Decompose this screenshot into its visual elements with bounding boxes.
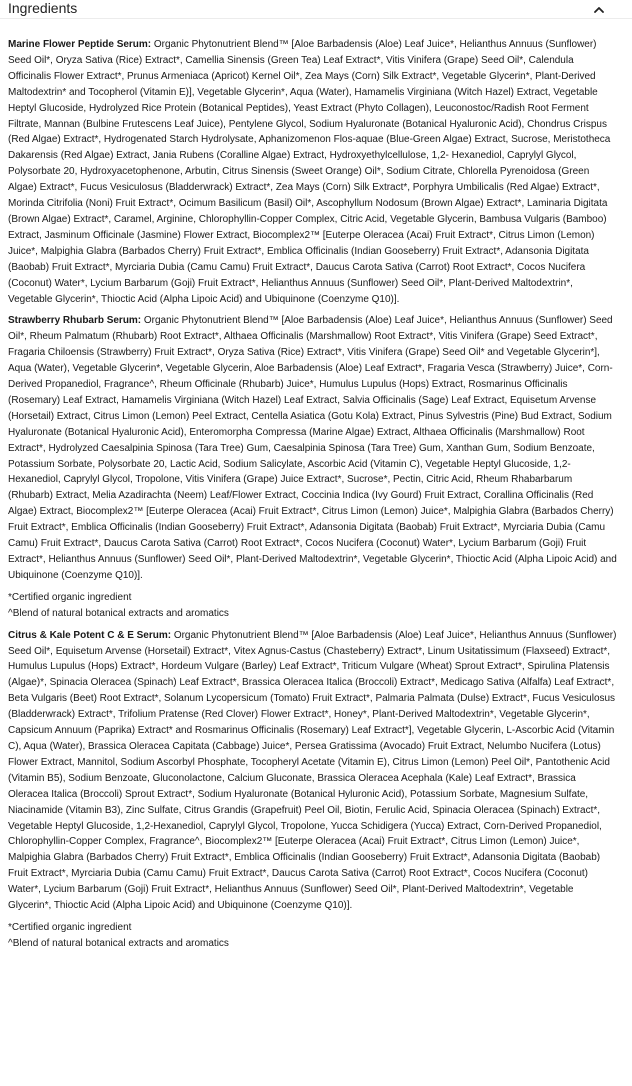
footnote-organic: *Certified organic ingredient (8, 591, 132, 603)
ingredient-section-marine-flower (8, 37, 618, 307)
ingredients-content (0, 19, 632, 952)
footnote-blend: ^Blend of natural botanical extracts and aromatics (8, 937, 229, 949)
footnotes (8, 920, 618, 952)
footnote-organic: *Certified organic ingredient (8, 921, 132, 933)
ingredient-section-strawberry-rhubarb (8, 313, 618, 583)
ingredients-accordion-header[interactable] (0, 0, 632, 19)
product-name: Marine Flower Peptide Serum: (8, 39, 152, 50)
ingredients-title: Ingredients (8, 0, 78, 16)
footnotes (8, 590, 618, 622)
chevron-up-icon[interactable] (592, 2, 606, 16)
product-name: Strawberry Rhubarb Serum: (8, 315, 142, 327)
ingredient-list: Organic Phytonutrient Blend™ [Aloe Barbadensis (Aloe) Leaf Juice*, Helianthus Annuus (Sunflower) Seed Oil*, Equisetum Arvense (Horsetail) Extract*, Vitex Agnus-Castus (Chasteberry) Extract*, Linum Usitatissimum (Flaxseed) Extract*, Humulus Lupulus (Hops) Extract*, Hordeum Vulgare (Barley) Leaf Extract*, Triticum Vulgare (Wheat) Sprout Extract*, Spirulina Platensis (Algae)*, Spinacia Oleracea (Spinach) Leaf Extract*, Brassica Oleracea Italica (Broccoli) Extract*, Medicago Sativa (Alfalfa) Leaf Extract*, Beta Vulgaris (Beet) Root Extract*, Solanum Lycopersicum (Tomato) Fruit Extract*, Palmaria Palmata (Dulse) Extract*, Fucus Vesiculosus (Bladderwrack) Extract*, Trifolium Pratense (Red Clover) Flower Extract*, Honey*, Plant-Derived Maltodextrin*, Vegetable Glycerin*, Capsicum Annuum (Paprika) Extract* and Rosmarinus Officinalis (Rosemary) Leaf Extract*], Vegetable Glycerin, L-Ascorbic Acid (Vitamin C), Aqua (Water), Brassica Oleracea Capitata (Cabbage) Juice*, Persea Gratissima (Avocado) Fruit Extract, Nelumbo Nucifera (Lotus) Flower Extract, Mannitol, Sodium Ascorbyl Phosphate, Tocopheryl Acetate (Vitamin E), Citrus Limon (Lemon) Peel Oil*, Pantothenic Acid (Vitamin B5), Sodium Benzoate, Gluconolactone, Calcium Gluconate, Brassica Oleracea Acephala (Kale) Leaf Extract*, Brassica Oleracea Italica (Broccoli) Sprout Extract*, Sodium Hyaluronate (Botanical Hyluronic Acid), Potassium Sorbate, Magnesium Sulfate, Niacinamide (Vitamin B3), Zinc Sulfate, Citrus Grandis (Grapefruit) Peel Oil, Biotin, Ferulic Acid, Spinacia Oleracea (Spinach) Extract*, Vegetable Heptyl Glucoside, 1,2-Hexanediol, Caprylyl Glycol, Tropolone, Yucca Schidigera (Yucca) Extract, Corn-Derived Propanediol, Chlorophyllin-Copper Complex, Fragrance^, Biocomplex2™ [Euterpe Oleracea (Acai) Fruit Extract*, Citrus Limon (Lemon) Juice*, Malpighia Glabra (Barbados Cherry) Fruit Extract*, Emblica Officinalis (Indian Gooseberry) Fruit Extract*, Adansonia Digitata (Baobab) Fruit Extract*, Myrciaria Dubia (Camu Camu) Fruit Extract*, Daucus Carota Sativa (Carrot) Root Extract*, Cocos Nucifera (Coconut) Water*, Lycium Barbarum (Goji) Fruit Extract*, Helianthus Annuus (Sunflower) Seed Oil*, Plant-Derived Maltodextrin*, Vegetable Glycerin*, Thioctic Acid (Alpha Lipoic Acid) and Ubiquinone (Coenzyme Q10)]. (8, 629, 617, 912)
product-name: Citrus & Kale Potent C & E Serum: (8, 629, 172, 641)
footnote-blend: ^Blend of natural botanical extracts and aromatics (8, 607, 229, 619)
ingredient-section-citrus-kale (8, 628, 618, 914)
ingredient-list: Organic Phytonutrient Blend™ [Aloe Barbadensis (Aloe) Leaf Juice*, Helianthus Annuus (Sunflower) Seed Oil*, Oryza Sativa (Rice) Extract*, Camellia Sinensis (Green Tea) Leaf Extract*, Vitis Vinifera (Grape) Seed Oil*, Calendula Officinalis Flower Extract*, Prunus Armeniaca (Apricot) Kernel Oil*, Zea Mays (Corn) Silk Extract*, Vegetable Glycerin*, Plant-Derived Maltodextrin* and Tocopherol (Vitamin E)], Vegetable Glycerin*, Aqua (Water), Hamamelis Virginiana (Witch Hazel) Extract, Vegetable Heptyl Glucoside, Hydrolyzed Rice Protein (Botanical Peptides), Yeast Extract (Phyto Collagen), Leuconostoc/Radish Root Ferment Filtrate, Mannan (Bulbine Frutescens Leaf Juice), Pentylene Glycol, Sodium Hyaluronate (Botanical Hyaluronic Acid), Chondrus Crispus (Red Algae) Extract*, Hydrogenated Starch Hydrolysate, Aphanizomenon Flos-aquae (Blue-Green Algae) Extract, Sucrose, Meristotheca Dakarensis (Red Algae) Extract, Jania Rubens (Coralline Algae) Extract, Hydroxyethylcellulose, 1,2- Hexanediol, Caprylyl Glycol, Polysorbate 20, Hydroxyacetophenone, Arbutin, Citrus Sinensis (Sweet Orange) Oil*, Sodium Citrate, Chlorella Pyrenoidosa (Green Algae) Extract*, Fucus Vesiculosus (Bladderwrack) Extract*, Zea Mays (Corn) Silk Extract*, Porphyra Umbilicalis (Red Algae) Extract*, Morinda Citrifolia (Noni) Fruit Extract*, Ocimum Basilicum (Basil) Oil*, Ascophyllum Nodosum (Brown Algae) Extract*, Laminaria Digitata (Brown Algae) Extract*, Caramel, Arginine, Chlorophyllin-Copper Complex, Citric Acid, Vegetable Glycerin, Bambusa Vulgaris (Bamboo) Extract, Jasminum Officinale (Jasmine) Flower Extract, Biocomplex2™ [Euterpe Oleracea (Acai) Fruit Extract*, Citrus Limon (Lemon) Juice*, Malpighia Glabra (Barbados Cherry) Fruit Extract*, Emblica Officinalis (Indian Gooseberry) Fruit Extract*, Adansonia Digitata (Baobab) Fruit Extract*, Myrciaria Dubia (Camu Camu) Fruit Extract*, Daucus Carota Sativa (Carrot) Root Extract*, Cocos Nucifera (Coconut) Water*, Lycium Barbarum (Goji) Fruit Extract*, Helianthus Annuus (Sunflower) Seed Oil*, Plant-Derived Maltodextrin*, Vegetable Glycerin*, Thioctic Acid (Alpha Lipoic Acid) and Ubiquinone (Coenzyme Q10)]. (8, 39, 611, 305)
ingredient-list: Organic Phytonutrient Blend™ [Aloe Barbadensis (Aloe) Leaf Juice*, Helianthus Annuus (Sunflower) Seed Oil*, Rheum Palmatum (Rhubarb) Root Extract*, Althaea Officinalis (Marshmallow) Root Extract*, Vitis Vinifera (Grape) Seed Extract*, Fragaria Chiloensis (Strawberry) Fruit Extract*, Oryza Sativa (Rice) Extract*, Vitis Vinifera (Grape) Seed Oil* and Vegetable Glycerin*], Aqua (Water), Vegetable Glycerin*, Vegetable Glycerin, Aloe Barbadensis (Aloe) Leaf Extract*, Fragaria Vesca (Strawberry) Juice*, Corn-Derived Propanediol, Fragrance^, Rheum Officinale (Rhubarb) Juice*, Humulus Lupulus (Hops) Extract, Rosmarinus Officinalis (Rosemary) Leaf Extract, Hamamelis Virginiana (Witch Hazel) Leaf Extract, Salvia Officinalis (Sage) Leaf Extract, Equisetum Arvense (Horsetail) Extract, Citrus Limon (Lemon) Peel Extract, Centella Asiatica (Gotu Kola) Extract, Pinus Sylvestris (Pine) Bud Extract, Sodium Hyaluronate (Botanical Hyaluronic Acid), Enteromorpha Compressa (Marine Algae) Extract, Althaea Officinalis (Marshmallow) Root Extract*, Hydrolyzed Caesalpinia Spinosa (Tara Tree) Gum, Caesalpinia Spinosa (Tara Tree) Gum, Xanthan Gum, Sodium Benzoate, Potassium Sorbate, Polysorbate 20, Lactic Acid, Sodium Salicylate, Ascorbic Acid (Vitamin C), Vegetable Heptyl Glucoside, 1,2-Hexanediol, Caprylyl Glycol, Tropolone, Vitis Vinifera (Grape) Juice Extract*, Sucrose*, Pectin, Citric Acid, Rheum Rhabarbarum (Rhubarb) Extract, Melia Azadirachta (Neem) Leaf/Flower Extract, Coccinia Indica (Ivy Gourd) Fruit Extract, Corallina Officinalis (Red Algae) Extract, Biocomplex2™ [Euterpe Oleracea (Acai) Fruit Extract*, Citrus Limon (Lemon) Juice*, Malpighia Glabra (Barbados Cherry) Fruit Extract*, Emblica Officinalis (Indian Gooseberry) Fruit Extract*, Adansonia Digitata (Baobab) Fruit Extract*, Myrciaria Dubia (Camu Camu) Fruit Extract*, Daucus Carota Sativa (Carrot) Root Extract*, Cocos Nucifera (Coconut) Water*, Lycium Barbarum (Goji) Fruit Extract*, Helianthus Annuus (Sunflower) Seed Oil*, Plant-Derived Maltodextrin*, Vegetable Glycerin*, Thioctic Acid (Alpha Lipoic Acid) and Ubiquinone (Coenzyme Q10)]. (8, 315, 617, 581)
